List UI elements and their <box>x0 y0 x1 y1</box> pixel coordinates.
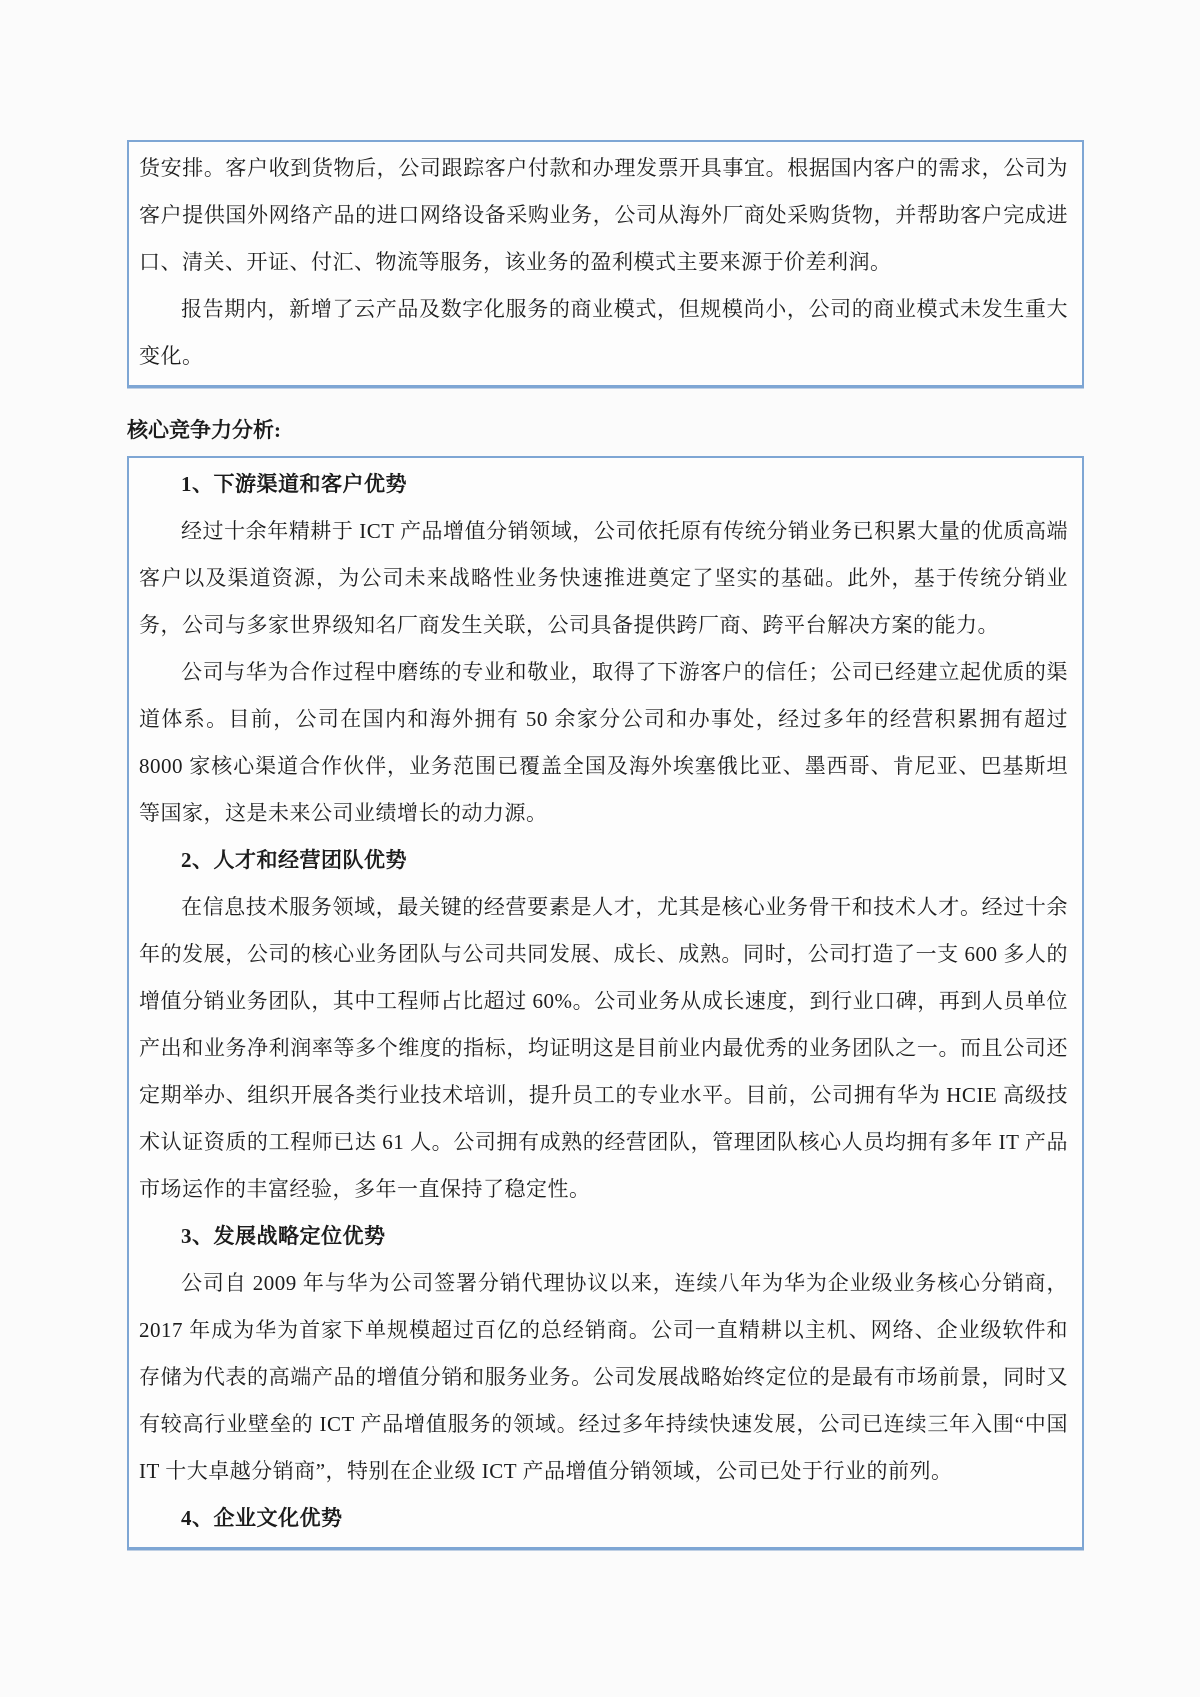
subheading: 3、发展战略定位优势 <box>181 1224 386 1248</box>
paragraph: 货安排。客户收到货物后，公司跟踪客户付款和办理发票开具事宜。根据国内客户的需求，公司为客户提供国外网络产品的进口网络设备采购业务，公司从海外厂商处采购货物，并帮助客户完成进口、清关、开证、付汇、物流等服务，该业务的盈利模式主要来源于价差利润。 <box>139 156 1068 274</box>
paragraph: 公司与华为合作过程中磨练的专业和敬业，取得了下游客户的信任；公司已经建立起优质的渠道体系。目前，公司在国内和海外拥有 50 余家分公司和办事处，经过多年的经营积累拥有超过 8000 家核心渠道合作伙伴，业务范围已覆盖全国及海外埃塞俄比亚、墨西哥、肯尼亚、巴基斯坦等国家，这是未来公司业绩增长的动力源。 <box>139 660 1068 825</box>
section-heading: 核心竞争力分析: <box>127 418 281 442</box>
paragraph: 公司自 2009 年与华为公司签署分销代理协议以来，连续八年为华为企业级业务核心分销商，2017 年成为华为首家下单规模超过百亿的总经销商。公司一直精耕以主机、网络、企业级软件和存储为代表的高端产品的增值分销和服务业务。公司发展战略始终定位的是最有市场前景，同时又有较高行业壁垒的 ICT 产品增值服务的领域。经过多年持续快速发展，公司已连续三年入围“中国 IT 十大卓越分销商”，特别在企业级 ICT 产品增值分销领域，公司已处于行业的前列。 <box>139 1271 1068 1483</box>
paragraph: 经过十余年精耕于 ICT 产品增值分销领域，公司依托原有传统分销业务已积累大量的优质高端客户以及渠道资源，为公司未来战略性业务快速推进奠定了坚实的基础。此外，基于传统分销业务，公司与多家世界级知名厂商发生关联，公司具备提供跨厂商、跨平台解决方案的能力。 <box>139 519 1068 637</box>
subheading: 4、企业文化优势 <box>181 1506 343 1530</box>
paragraph: 在信息技术服务领域，最关键的经营要素是人才，尤其是核心业务骨干和技术人才。经过十余年的发展，公司的核心业务团队与公司共同发展、成长、成熟。同时，公司打造了一支 600 多人的增值分销业务团队，其中工程师占比超过 60%。公司业务从成长速度，到行业口碑，再到人员单位产出和业务净利润率等多个维度的指标，均证明这是目前业内最优秀的业务团队之一。而且公司还定期举办、组织开展各类行业技术培训，提升员工的专业水平。目前，公司拥有华为 HCIE 高级技术认证资质的工程师已达 61 人。公司拥有成熟的经营团队，管理团队核心人员均拥有多年 IT 产品市场运作的丰富经验，多年一直保持了稳定性。 <box>139 895 1068 1201</box>
paragraph: 报告期内，新增了云产品及数字化服务的商业模式，但规模尚小，公司的商业模式未发生重大变化。 <box>139 297 1068 368</box>
subheading: 1、下游渠道和客户优势 <box>181 472 407 496</box>
subheading: 2、人才和经营团队优势 <box>181 848 407 872</box>
core-competitiveness-box <box>127 456 1084 1550</box>
business-model-box <box>127 140 1084 388</box>
document-page <box>127 140 1084 1550</box>
